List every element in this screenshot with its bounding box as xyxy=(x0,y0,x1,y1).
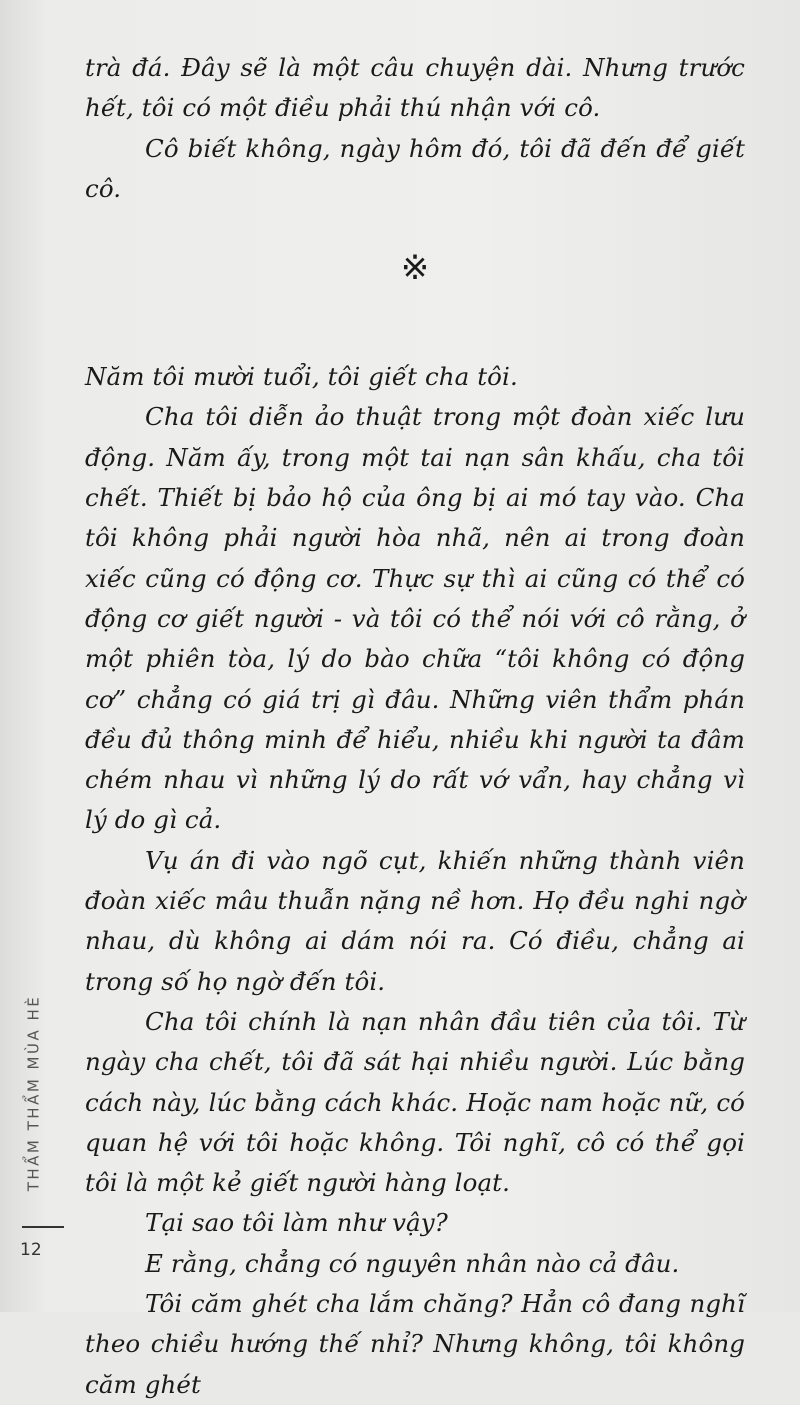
paragraph: Tôi căm ghét cha lắm chăng? Hẳn cô đang nghĩ theo chiều hướng thế nhỉ? Nhưng không, tôi không căm ghét xyxy=(85,1289,745,1399)
paragraph: E rằng, chẳng có nguyên nhân nào cả đâu. xyxy=(145,1248,680,1278)
paragraph-opening: Năm tôi mười tuổi, tôi giết cha tôi. xyxy=(85,362,518,392)
paragraph: Cha tôi diễn ảo thuật trong một đoàn xiếc lưu động. Năm ấy, trong một tai nạn sân khấu, cha tôi chết. Thiết bị bảo hộ của ông bị ai mó tay vào. Cha tôi không phải người hòa nhã, nên ai trong đoàn xiếc cũng có động cơ. Thực sự thì ai cũng có thể có động cơ giết người - và tôi có thể nói với cô rằng, ở một phiên tòa, lý do bào chữa “tôi không có động cơ” chẳng có giá trị gì đâu. Những viên thẩm phán đều đủ thông minh để hiểu, nhiều khi người ta đâm chém nhau vì những lý do rất vớ vẩn, hay chẳng vì lý do gì cả. xyxy=(85,402,745,835)
running-title xyxy=(18,968,48,1218)
paragraph: Vụ án đi vào ngõ cụt, khiến những thành viên đoàn xiếc mâu thuẫn nặng nề hơn. Họ đều nghi ngờ nhau, dù không ai dám nói ra. Có điều, chẳng ai trong số họ ngờ đến tôi. xyxy=(85,845,745,996)
running-title-text: THẨM THẨM MÙA HÈ xyxy=(24,994,43,1192)
section-break-icon: ※ xyxy=(400,248,430,289)
paragraph-continued: trà đá. Đây sẽ là một câu chuyện dài. Nhưng trước hết, tôi có một điều phải thú nhận với cô. xyxy=(85,53,745,123)
footer-rule xyxy=(22,1226,64,1228)
body-text xyxy=(85,48,745,1405)
page-number: 12 xyxy=(20,1240,42,1260)
paragraph: Cha tôi chính là nạn nhân đầu tiên của tôi. Từ ngày cha chết, tôi đã sát hại nhiều người. Lúc bằng cách này, lúc bằng cách khác. Hoặc nam hoặc nữ, có quan hệ với tôi hoặc không. Tôi nghĩ, cô có thể gọi tôi là một kẻ giết người hàng loạt. xyxy=(85,1006,745,1198)
paragraph: Cô biết không, ngày hôm đó, tôi đã đến để giết cô. xyxy=(85,133,745,203)
paragraph: Tại sao tôi làm như vậy? xyxy=(145,1208,448,1238)
